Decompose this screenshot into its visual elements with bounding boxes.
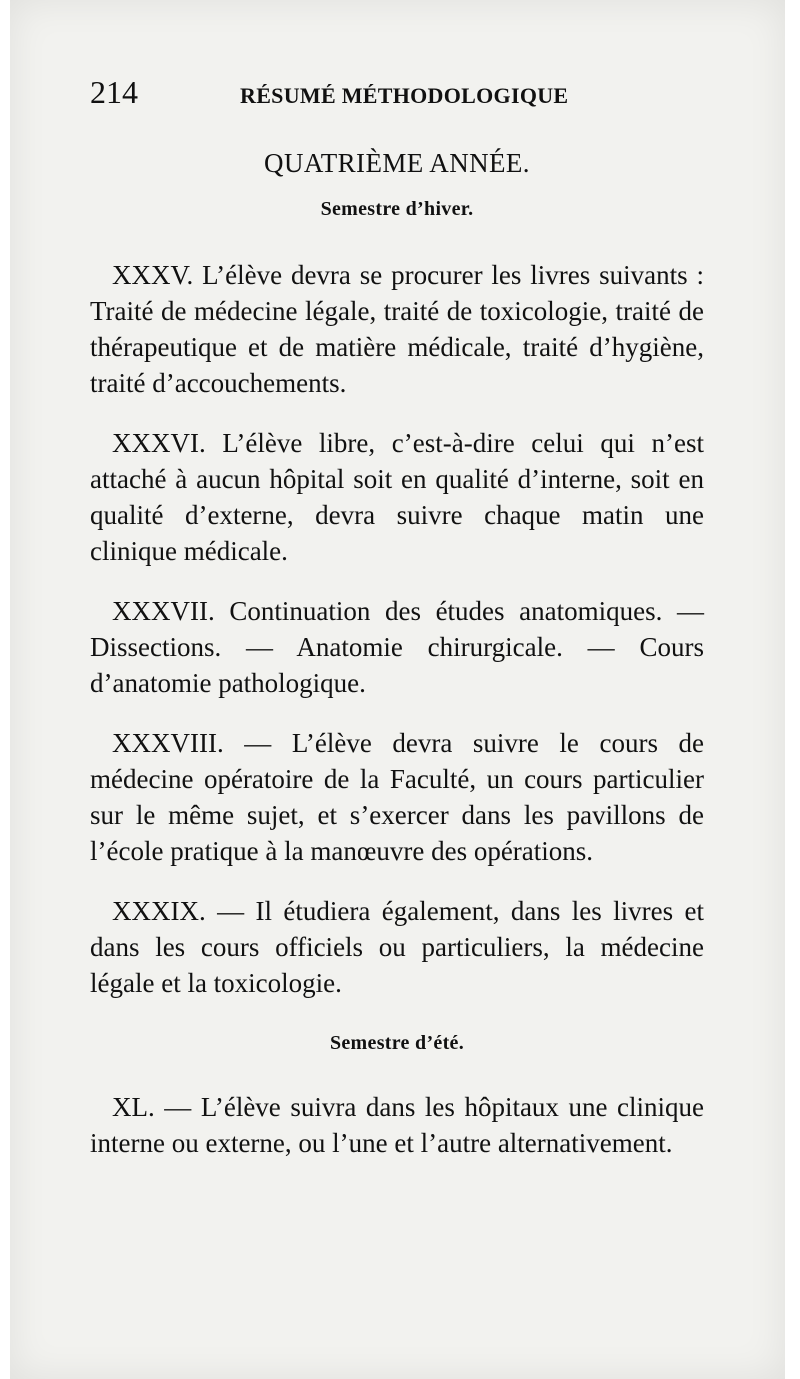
paragraph-xxxv: XXXV. L’élève devra se procurer les livres suivants : Traité de médecine légale, traité de toxicologie, traité de thérapeutique et de matière médicale, traité d’hygiène, traité d’accouchements. bbox=[90, 260, 704, 398]
section-title: QUATRIÈME ANNÉE. bbox=[264, 148, 530, 178]
page-number: 214 bbox=[90, 74, 138, 110]
book-page bbox=[10, 0, 785, 1379]
paragraph-xl: XL. — L’élève suivra dans les hôpitaux une clinique interne ou externe, ou l’une et l’autre alternativement. bbox=[90, 1092, 704, 1158]
page-header bbox=[90, 74, 704, 128]
summer-heading: Semestre d’été. bbox=[329, 1032, 465, 1054]
paragraph-xxxvi: XXXVI. L’élève libre, c’est-à-dire celui qui n’est attaché à aucun hôpital soit en qualité d’interne, soit en qualité d’externe, devra suivre chaque matin une clinique médicale. bbox=[90, 428, 704, 566]
running-title: RÉSUMÉ MÉTHODOLOGIQUE bbox=[240, 83, 569, 108]
page-text-block bbox=[90, 74, 704, 1185]
winter-heading: Semestre d’hiver. bbox=[320, 198, 474, 220]
paragraph-xxxix: XXXIX. — Il étudiera également, dans les livres et dans les cours officiels ou particuliers, la médecine légale et la toxicologie. bbox=[90, 896, 704, 998]
paragraph-xxxvii: XXXVII. Continuation des études anatomiques. — Dissections. — Anatomie chirurgicale. — Cours d’anatomie pathologique. bbox=[90, 596, 704, 698]
paragraph-xxxviii: XXXVIII. — L’élève devra suivre le cours de médecine opératoire de la Faculté, un cours particulier sur le même sujet, et s’exercer dans les pavillons de l’école pratique à la manœuvre des opérations. bbox=[90, 728, 704, 866]
